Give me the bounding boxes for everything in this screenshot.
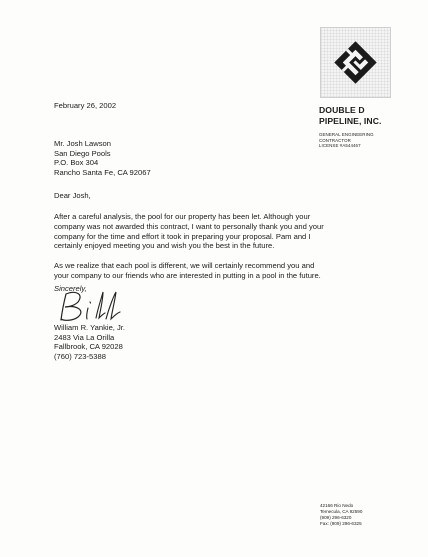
footer-line3: (909) 296-6320 — [320, 515, 352, 520]
footer-line1: 42166 Rio Nedo — [320, 503, 354, 508]
paragraph-line: certainly enjoyed meeting you and wish you the best in the future. — [54, 241, 275, 251]
letter-date: February 26, 2002 — [54, 101, 117, 110]
recipient-address-line1: P.O. Box 304 — [54, 158, 99, 168]
paragraph-line: your company to our friends who are interested in putting in a pool in the future. — [54, 270, 321, 280]
company-sub-line3: LICENSE #A544467 — [319, 143, 361, 149]
paragraph-line: After a careful analysis, the pool for our property has been let. Although your — [54, 212, 311, 221]
company-sub-line2: CONTRACTOR — [319, 137, 351, 143]
company-name-line2: PIPELINE, INC. — [319, 116, 382, 126]
sender-phone: (760) 723-5388 — [54, 351, 106, 361]
paragraph-line: As we realize that each pool is different, we will certainly recommend you and — [54, 261, 315, 270]
footer-line4: Fax: (909) 296-6325 — [320, 521, 362, 526]
recipient-company: San Diego Pools — [54, 148, 111, 158]
closing: Sincerely, — [54, 284, 87, 293]
logo-mark-icon — [321, 28, 390, 97]
sender-address-line2: Fallbrook, CA 92028 — [54, 342, 123, 352]
company-name-line1: DOUBLE D — [319, 105, 365, 115]
sender-address-line1: 2483 Via La Orilla — [54, 332, 115, 342]
company-license-info — [319, 132, 424, 149]
paragraph-line: company for the time and effort it took in preparing your proposal. Pam and I — [54, 231, 311, 241]
company-sub-line1: GENERAL ENGINEERING — [319, 132, 374, 137]
paragraph-line: company was not awarded this contract, I want to personally thank you and your — [54, 221, 324, 231]
sender-name: William R. Yankie, Jr. — [54, 323, 126, 332]
salutation: Dear Josh, — [54, 191, 91, 200]
footer-line2: Temecula, CA 92590 — [320, 509, 363, 514]
company-name — [319, 105, 424, 127]
body-paragraph-2 — [54, 261, 364, 281]
company-footer-address — [320, 503, 362, 527]
recipient-address — [54, 139, 151, 177]
signature-icon — [54, 288, 134, 324]
company-logo — [320, 27, 391, 98]
recipient-address-line2: Rancho Santa Fe, CA 92067 — [54, 167, 151, 177]
recipient-name: Mr. Josh Lawson — [54, 139, 111, 148]
body-paragraph-1 — [54, 212, 364, 251]
sender-block — [54, 323, 125, 361]
